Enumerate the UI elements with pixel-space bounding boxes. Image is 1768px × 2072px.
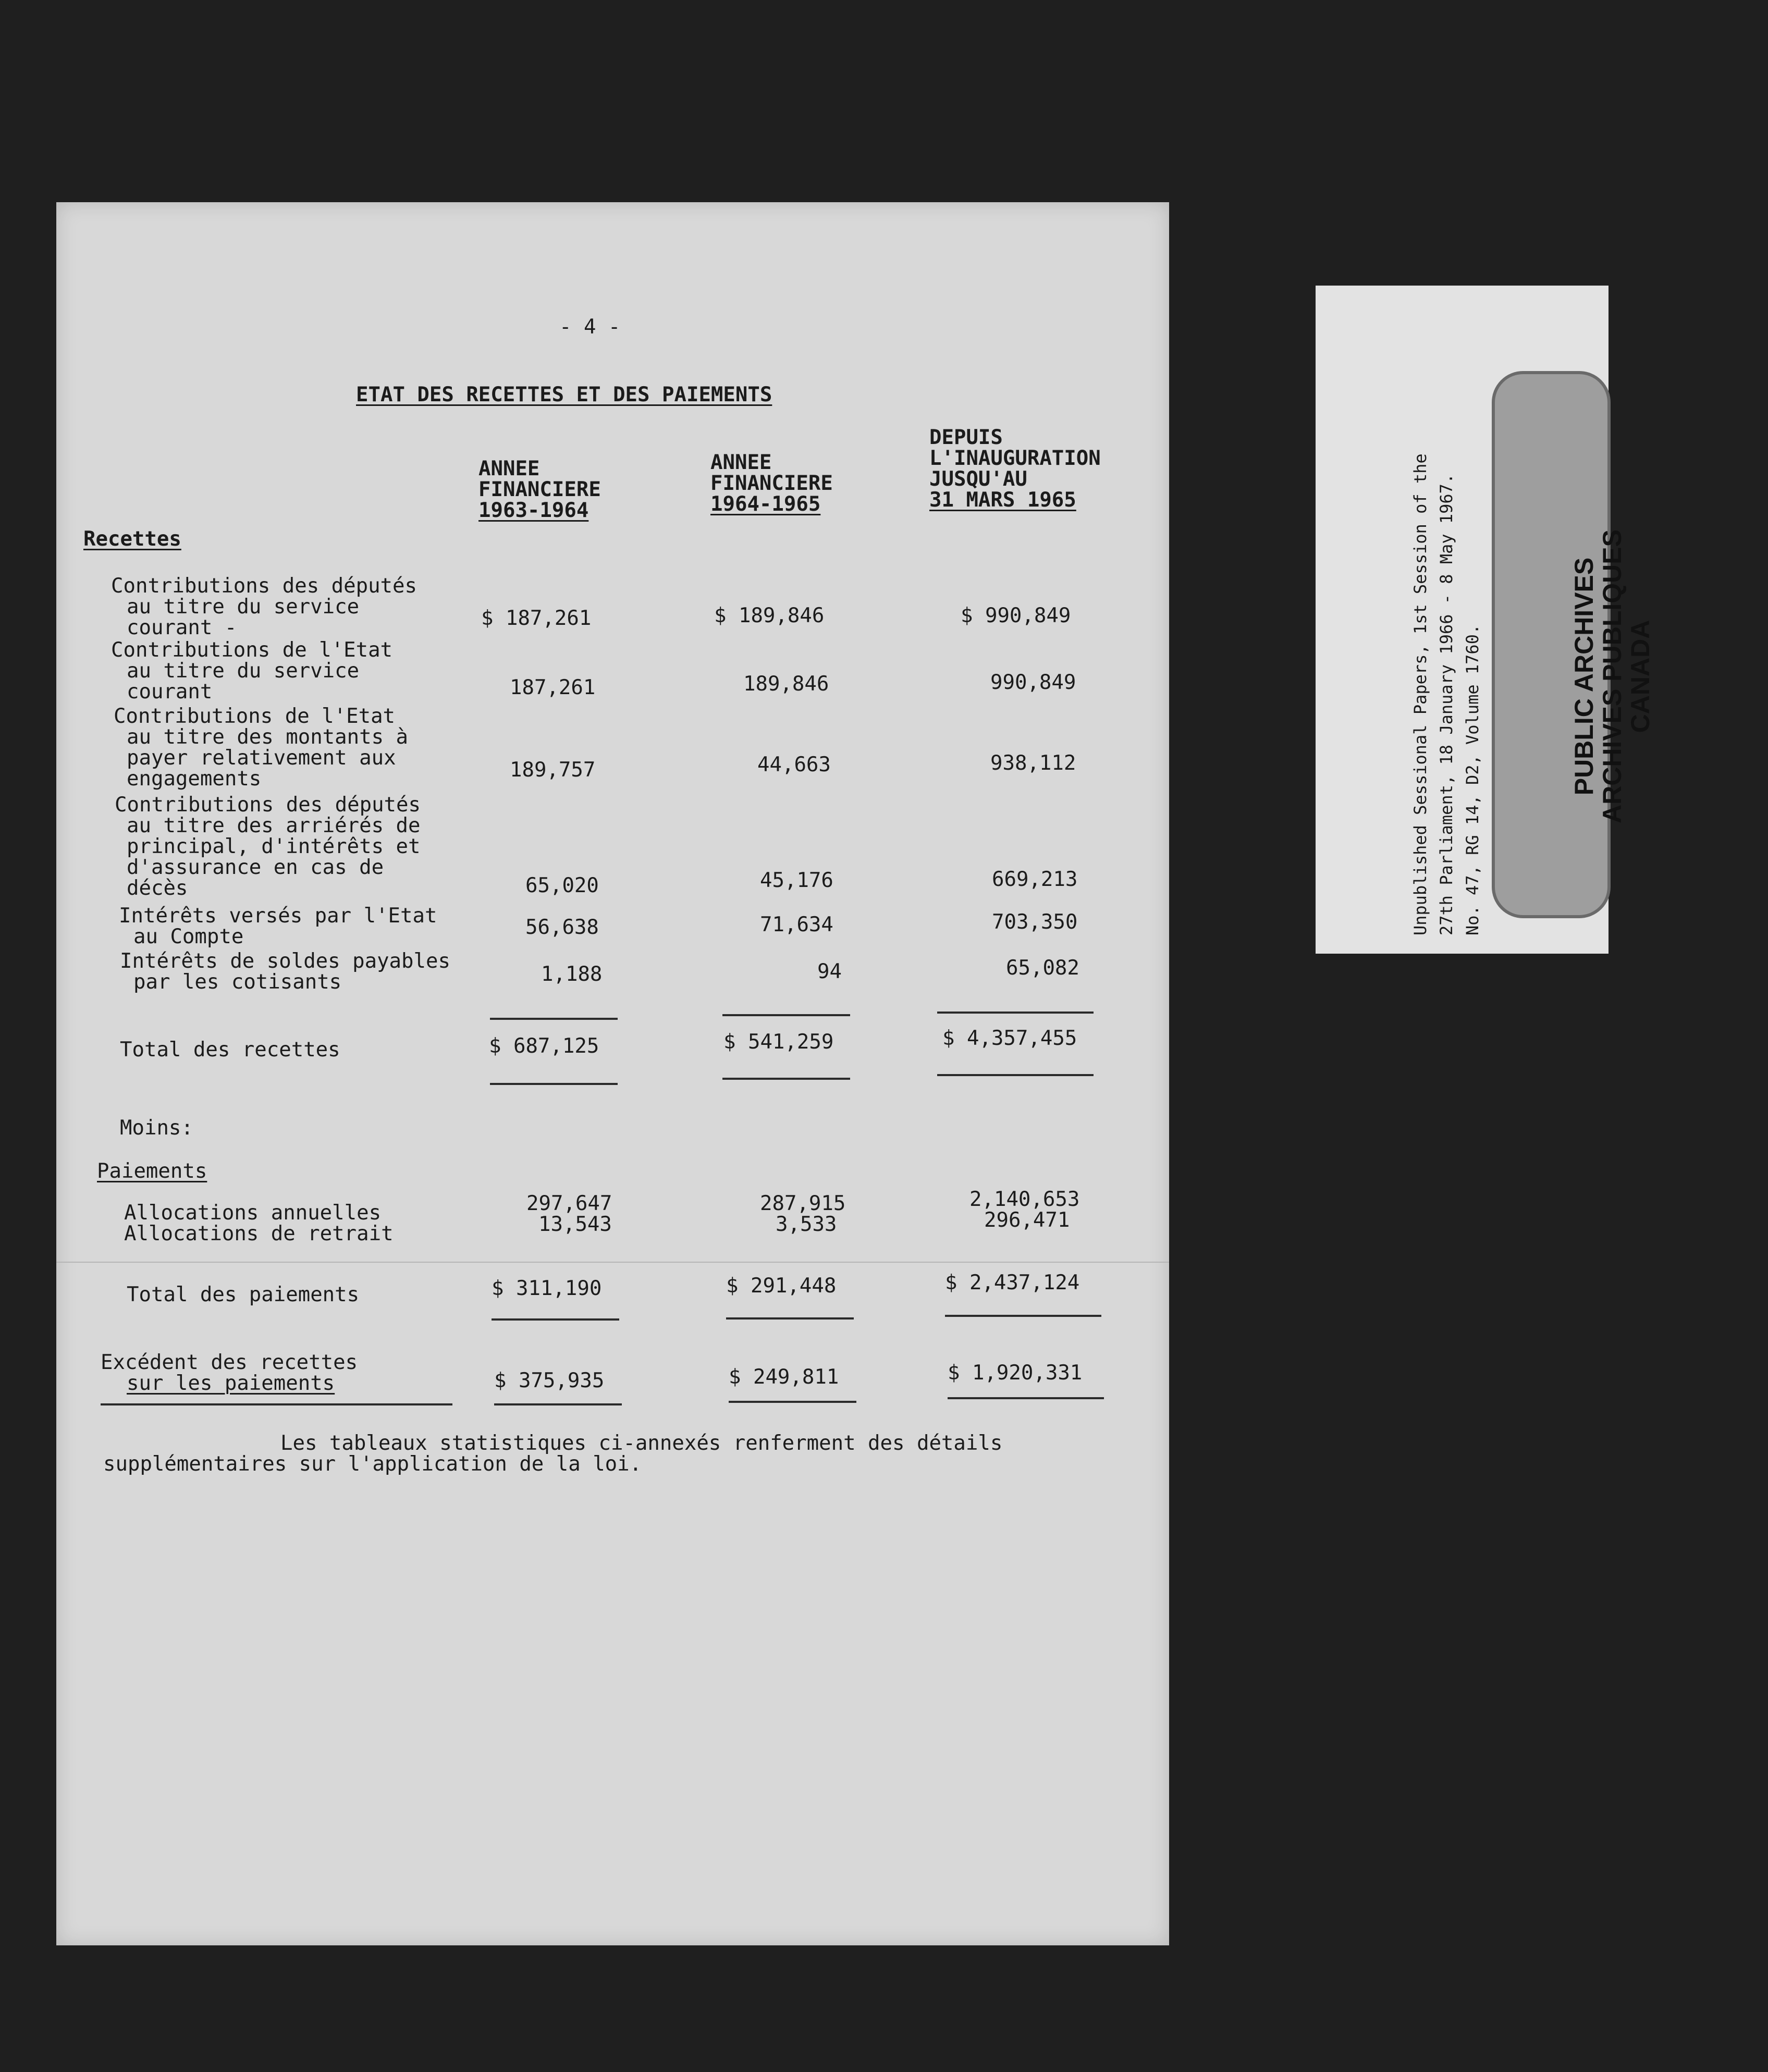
- rule: [937, 1074, 1094, 1076]
- receipt-label: Contributions des députés: [111, 574, 417, 598]
- receipt-label: payer relativement aux: [127, 746, 396, 770]
- receipt-label: Contributions de l'Etat: [114, 705, 396, 728]
- total-paiements-label: Total des paiements: [127, 1283, 360, 1306]
- receipt-label: au titre du service: [127, 595, 360, 619]
- rule: [729, 1401, 856, 1403]
- total-recettes-total: $ 4,357,455: [942, 1027, 1077, 1050]
- col3-header-line4: 31 MARS 1965: [929, 488, 1076, 512]
- col3-header-line3: JUSQU'AU: [929, 467, 1027, 491]
- receipt-value-1964: $ 189,846: [714, 604, 825, 627]
- receipt-value-1964: 189,846: [743, 672, 829, 696]
- receipt-label: principal, d'intérêts et: [127, 835, 421, 858]
- archive-stamp-text: [1570, 529, 1654, 823]
- footnote-line1: Les tableaux statistiques ci-annexés renferment des détails: [280, 1432, 1003, 1455]
- stamp-line: ARCHIVES PUBLIQUES: [1598, 529, 1627, 823]
- receipt-label: au titre du service: [127, 659, 360, 683]
- paiements-heading: Paiements: [97, 1160, 207, 1183]
- receipt-label: Intérêts versés par l'Etat: [119, 904, 437, 928]
- rule: [492, 1318, 619, 1321]
- receipt-label: courant -: [127, 616, 237, 639]
- col2-header-line2: FINANCIERE: [710, 472, 833, 495]
- col2-header-line3: 1964-1965: [710, 492, 821, 516]
- total-paiements-total: $ 2,437,124: [945, 1271, 1080, 1294]
- receipt-label: par les cotisants: [133, 970, 342, 994]
- col3-header-line1: DEPUIS: [929, 426, 1003, 449]
- payment-value-total: 2,140,653: [969, 1188, 1080, 1211]
- receipt-label: au titre des arriérés de: [127, 814, 421, 837]
- receipt-label: Intérêts de soldes payables: [120, 949, 450, 973]
- card-line: 27th Parliament, 18 January 1966 - 8 May 1967.: [1436, 473, 1456, 935]
- receipt-value-total: $ 990,849: [961, 604, 1071, 627]
- excedent-1963: $ 375,935: [494, 1369, 605, 1392]
- receipt-value-1963: 65,020: [525, 874, 599, 897]
- col2-header-line1: ANNEE: [710, 451, 772, 474]
- receipt-value-1964: 71,634: [760, 913, 833, 936]
- document-page: [56, 202, 1169, 1945]
- receipt-value-1963: 56,638: [525, 916, 599, 939]
- col1-header-line2: FINANCIERE: [478, 478, 601, 501]
- rule: [726, 1317, 854, 1319]
- card-line: Unpublished Sessional Papers, 1st Session of the: [1410, 453, 1430, 935]
- rule: [494, 1403, 622, 1405]
- payment-label: Allocations de retrait: [124, 1222, 394, 1245]
- rule: [945, 1315, 1101, 1317]
- stamp-line: CANADA: [1626, 620, 1655, 733]
- excedent-label-line1: Excédent des recettes: [101, 1351, 358, 1374]
- rule: [722, 1014, 850, 1016]
- rule: [937, 1012, 1094, 1014]
- footnote-line2: supplémentaires sur l'application de la loi.: [103, 1452, 642, 1476]
- archive-card-text: [1407, 453, 1485, 935]
- receipt-value-1964: 45,176: [760, 869, 833, 892]
- total-recettes-1963: $ 687,125: [489, 1034, 599, 1058]
- excedent-1964: $ 249,811: [729, 1365, 839, 1389]
- page-number: - 4 -: [559, 315, 621, 339]
- rule: [948, 1397, 1104, 1399]
- receipt-value-1964: 44,663: [757, 753, 831, 776]
- fold-line: [56, 1262, 1169, 1263]
- rule: [490, 1083, 618, 1085]
- receipt-label: au titre des montants à: [127, 725, 409, 749]
- payment-value-total: 296,471: [984, 1208, 1070, 1232]
- total-recettes-label: Total des recettes: [120, 1038, 340, 1062]
- excedent-total: $ 1,920,331: [948, 1361, 1083, 1385]
- payment-value-1964: 3,533: [776, 1213, 837, 1236]
- document-title: ETAT DES RECETTES ET DES PAIEMENTS: [356, 383, 772, 406]
- receipt-label: courant: [127, 680, 213, 704]
- receipt-value-total: 938,112: [990, 751, 1076, 775]
- receipt-label: au Compte: [133, 925, 244, 948]
- col3-header-line2: L'INAUGURATION: [929, 447, 1101, 470]
- receipt-value-1963: 187,261: [510, 676, 596, 699]
- total-paiements-1964: $ 291,448: [726, 1274, 837, 1298]
- card-line: No. 47, RG 14, D2, Volume 1760.: [1463, 624, 1482, 935]
- payment-value-1963: 13,543: [538, 1213, 612, 1236]
- total-paiements-1963: $ 311,190: [492, 1277, 602, 1300]
- payment-value-1964: 287,915: [760, 1192, 846, 1215]
- receipt-label: décès: [127, 877, 188, 900]
- receipt-value-1963: $ 187,261: [481, 607, 592, 630]
- total-recettes-1964: $ 541,259: [723, 1030, 834, 1054]
- receipt-value-total: 990,849: [990, 671, 1076, 694]
- excedent-label-line2: sur les paiements: [127, 1372, 335, 1395]
- receipt-value-1963: 1,188: [541, 963, 603, 986]
- payment-label: Allocations annuelles: [124, 1201, 382, 1225]
- stamp-line: PUBLIC ARCHIVES: [1569, 557, 1599, 796]
- receipt-value-total: 65,082: [1006, 956, 1079, 980]
- receipt-label: d'assurance en cas de: [127, 856, 384, 879]
- payment-value-1963: 297,647: [526, 1192, 612, 1215]
- receipt-label: engagements: [127, 767, 262, 791]
- rule: [101, 1403, 452, 1405]
- rule: [490, 1018, 618, 1020]
- receipt-value-total: 669,213: [992, 868, 1078, 891]
- rule: [722, 1078, 850, 1080]
- col1-header-line3: 1963-1964: [478, 499, 589, 522]
- col1-header-line1: ANNEE: [478, 457, 540, 480]
- moins-label: Moins:: [120, 1116, 193, 1140]
- receipt-value-1963: 189,757: [510, 758, 596, 782]
- recettes-heading: Recettes: [83, 527, 181, 551]
- receipt-value-total: 703,350: [992, 910, 1078, 934]
- receipt-value-1964: 94: [817, 960, 842, 983]
- receipt-label: Contributions de l'Etat: [111, 638, 393, 662]
- receipt-label: Contributions des députés: [115, 793, 421, 817]
